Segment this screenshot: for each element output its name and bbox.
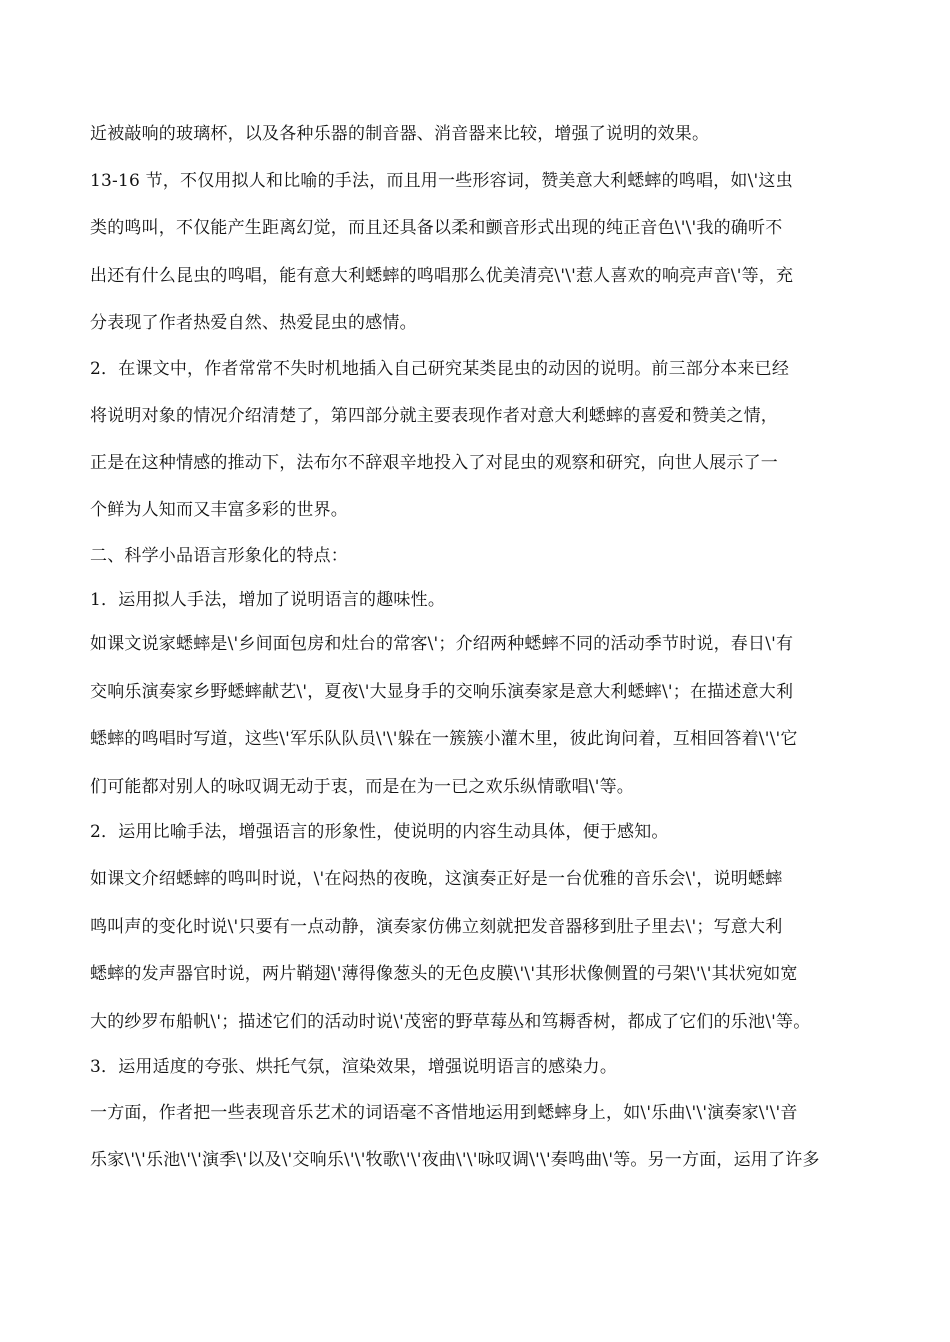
text-line: 2．运用比喻手法，增强语言的形象性，使说明的内容生动具体，便于感知。 <box>90 822 669 842</box>
text-line: 个鲜为人知而又丰富多彩的世界。 <box>90 500 348 520</box>
text-line: 乐家\'\'乐池\'\'演季\'以及\'交响乐\'\'牧歌\'\'夜曲\'\'咏叹调\'\'奏鸣曲\'等。另一方面，运用了许多 <box>90 1150 820 1170</box>
text-line: 1．运用拟人手法，增加了说明语言的趣味性。 <box>90 590 446 610</box>
text-line: 出还有什么昆虫的鸣唱，能有意大利蟋蟀的鸣唱那么优美清亮\'\'惹人喜欢的响亮声音\'等，充 <box>90 266 794 286</box>
text-line: 正是在这种情感的推动下，法布尔不辞艰辛地投入了对昆虫的观察和研究，向世人展示了一 <box>90 453 778 473</box>
text-line: 将说明对象的情况介绍清楚了，第四部分就主要表现作者对意大利蟋蟀的喜爱和赞美之情， <box>90 406 778 426</box>
text-line: 蟋蟀的鸣唱时写道，这些\'军乐队队员\'\'躲在一簇簇小灌木里，彼此询问着，互相回答着\'\'它 <box>90 729 798 749</box>
text-line: 13-16 节，不仅用拟人和比喻的手法，而且用一些形容词，赞美意大利蟋蟀的鸣唱，如\'这虫 <box>90 171 793 191</box>
text-line: 交响乐演奏家乡野蟋蟀献艺\'，夏夜\'大显身手的交响乐演奏家是意大利蟋蟀\'；在描述意大利 <box>90 682 794 702</box>
text-line: 大的纱罗布船帆\'；描述它们的活动时说\'茂密的野草莓丛和笃耨香树，都成了它们的乐池\'等。 <box>90 1012 811 1032</box>
text-line: 分表现了作者热爱自然、热爱昆虫的感情。 <box>90 313 417 333</box>
text-line: 类的鸣叫，不仅能产生距离幻觉，而且还具备以柔和颤音形式出现的纯正音色\'\'我的确听不 <box>90 218 783 238</box>
text-line: 鸣叫声的变化时说\'只要有一点动静，演奏家仿佛立刻就把发音器移到肚子里去\'；写意大利 <box>90 917 783 937</box>
text-line: 如课文说家蟋蟀是\'乡间面包房和灶台的常客\'；介绍两种蟋蟀不同的活动季节时说，春日\'有 <box>90 634 794 654</box>
text-line: 们可能都对别人的咏叹调无动于衷，而是在为一已之欢乐纵情歌唱\'等。 <box>90 777 634 797</box>
text-line: 如课文介绍蟋蟀的鸣叫时说，\'在闷热的夜晚，这演奏正好是一台优雅的音乐会\'，说明蟋蟀 <box>90 869 783 889</box>
text-line: 2．在课文中，作者常常不失时机地插入自己研究某类昆虫的动因的说明。前三部分本来已经 <box>90 359 790 379</box>
text-line: 近被敲响的玻璃杯，以及各种乐器的制音器、消音器来比较，增强了说明的效果。 <box>90 124 710 144</box>
text-line: 蟋蟀的发声器官时说，两片鞘翅\'薄得像葱头的无色皮膜\'\'其形状像侧置的弓架\'\'其状宛如宽 <box>90 964 798 984</box>
text-line: 一方面，作者把一些表现音乐艺术的词语毫不吝惜地运用到蟋蟀身上，如\'乐曲\'\'演奏家\'\'音 <box>90 1103 798 1123</box>
text-line: 二、科学小品语言形象化的特点： <box>90 546 348 566</box>
text-line: 3．运用适度的夸张、烘托气氛，渲染效果，增强说明语言的感染力。 <box>90 1057 618 1077</box>
